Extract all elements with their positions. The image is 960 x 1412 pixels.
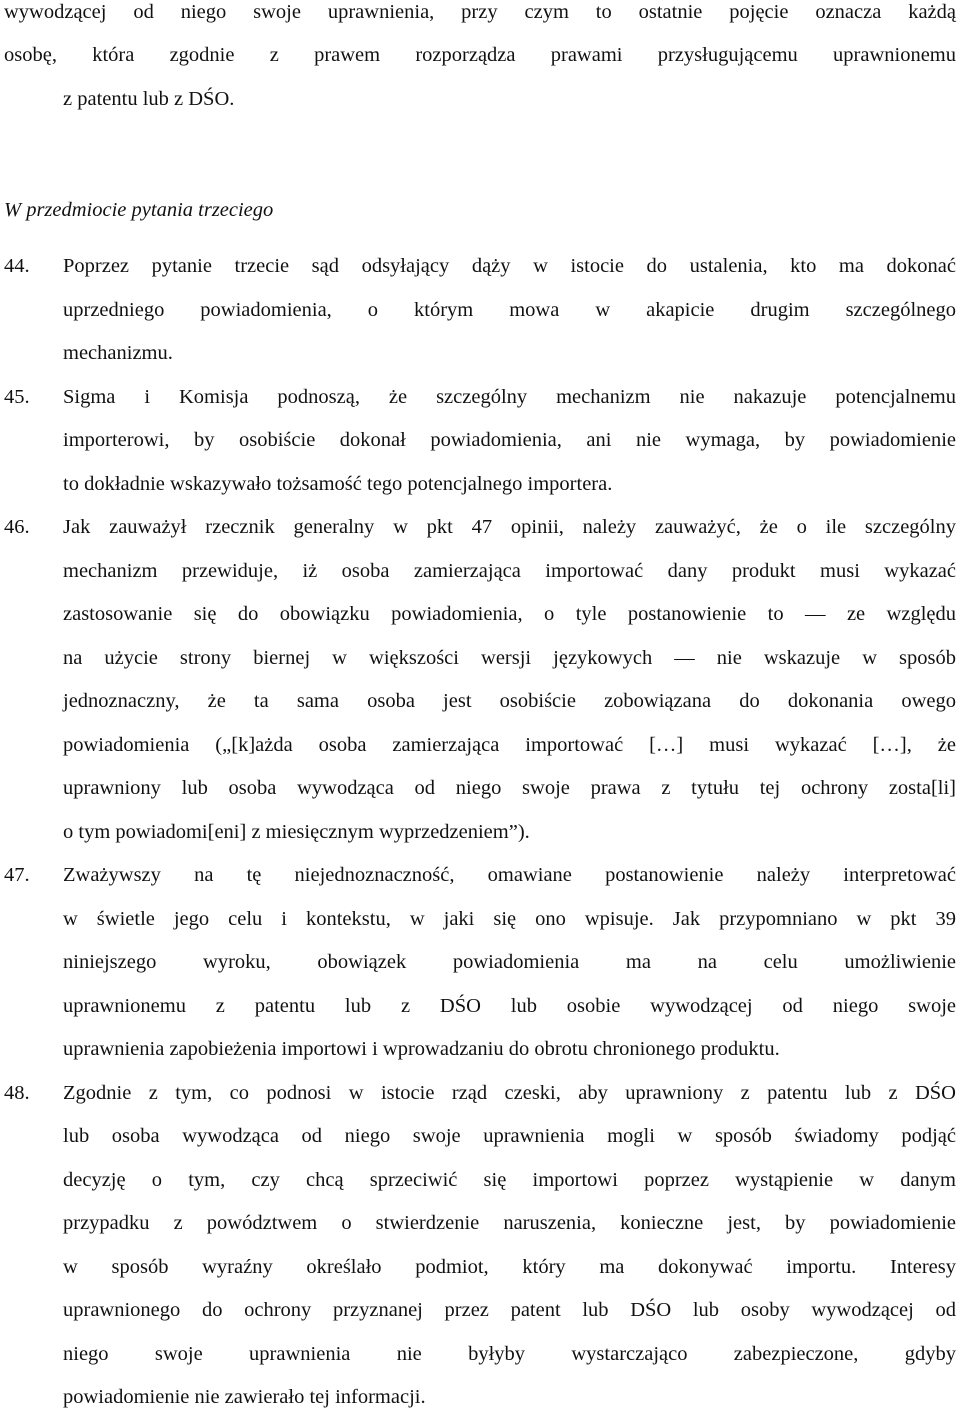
paragraph-47-line-1: Zważywszy na tę niejednoznaczność, omawiane postanowienie należy interpretować <box>63 864 956 886</box>
paragraph-45-line-2: importerowi, by osobiście dokonał powiadomienia, ani nie wymaga, by powiadomienie <box>63 429 956 451</box>
paragraph-46-line-7: uprawniony lub osoba wywodząca od niego swoje prawa z tytułu tej ochrony zosta[li] <box>63 777 956 799</box>
paragraph-46-line-3: zastosowanie się do obowiązku powiadomienia, o tyle postanowienie to — ze względu <box>63 603 956 625</box>
paragraph-46-line-2: mechanizm przewiduje, iż osoba zamierzająca importować dany produkt musi wykazać <box>63 560 956 582</box>
paragraph-44-line-1: Poprzez pytanie trzecie sąd odsyłający dąży w istocie do ustalenia, kto ma dokonać <box>63 255 956 277</box>
paragraph-47-line-2: w świetle jego celu i kontekstu, w jaki się ono wpisuje. Jak przypomniano w pkt 39 <box>63 908 956 930</box>
paragraph-48-line-6: uprawnionego do ochrony przyznanej przez patent lub DŚO lub osoby wywodzącej od <box>63 1299 956 1321</box>
paragraph-44-line-2: uprzedniego powiadomienia, o którym mowa w akapicie drugim szczególnego <box>63 299 956 321</box>
intro-line-2: osobę, która zgodnie z prawem rozporządza prawami przysługującemu uprawnionemu <box>4 44 956 66</box>
paragraph-46-line-8: o tym powiadomi[eni] z miesięcznym wyprzedzeniem”). <box>63 821 530 843</box>
paragraph-44-line-3: mechanizmu. <box>63 342 173 364</box>
paragraph-48-line-3: decyzję o tym, czy chcą sprzeciwić się importowi poprzez wystąpienie w danym <box>63 1169 956 1191</box>
paragraph-number-45: 45. <box>4 386 30 408</box>
paragraph-45-line-1: Sigma i Komisja podnoszą, że szczególny mechanizm nie nakazuje potencjalnemu <box>63 386 956 408</box>
paragraph-46-line-1: Jak zauważył rzecznik generalny w pkt 47 opinii, należy zauważyć, że o ile szczególny <box>63 516 956 538</box>
paragraph-number-44: 44. <box>4 255 30 277</box>
paragraph-47-line-3: niniejszego wyroku, obowiązek powiadomienia ma na celu umożliwienie <box>63 951 956 973</box>
paragraph-48-line-4: przypadku z powództwem o stwierdzenie naruszenia, konieczne jest, by powiadomienie <box>63 1212 956 1234</box>
paragraph-46-line-4: na użycie strony biernej w większości wersji językowych — nie wskazuje w sposób <box>63 647 956 669</box>
paragraph-48-line-7: niego swoje uprawnienia nie byłyby wystarczająco zabezpieczone, gdyby <box>63 1343 956 1365</box>
paragraph-46-line-6: powiadomienia („[k]ażda osoba zamierzająca importować […] musi wykazać […], że <box>63 734 956 756</box>
paragraph-45-line-3: to dokładnie wskazywało tożsamość tego potencjalnego importera. <box>63 473 613 495</box>
section-heading: W przedmiocie pytania trzeciego <box>4 199 274 221</box>
intro-line-1: wywodzącej od niego swoje uprawnienia, przy czym to ostatnie pojęcie oznacza każdą <box>4 1 956 23</box>
paragraph-48-line-1: Zgodnie z tym, co podnosi w istocie rząd czeski, aby uprawniony z patentu lub z DŚO <box>63 1082 956 1104</box>
paragraph-number-46: 46. <box>4 516 30 538</box>
paragraph-number-48: 48. <box>4 1082 30 1104</box>
paragraph-47-line-5: uprawnienia zapobieżenia importowi i wprowadzaniu do obrotu chronionego produktu. <box>63 1038 780 1060</box>
paragraph-46-line-5: jednoznaczny, że ta sama osoba jest osobiście zobowiązana do dokonania owego <box>63 690 956 712</box>
paragraph-48-line-8: powiadomienie nie zawierało tej informacji. <box>63 1386 426 1408</box>
paragraph-48-line-2: lub osoba wywodząca od niego swoje uprawnienia mogli w sposób świadomy podjąć <box>63 1125 956 1147</box>
intro-line-3: z patentu lub z DŚO. <box>63 88 235 110</box>
paragraph-number-47: 47. <box>4 864 30 886</box>
paragraph-47-line-4: uprawnionemu z patentu lub z DŚO lub osobie wywodzącej od niego swoje <box>63 995 956 1017</box>
paragraph-48-line-5: w sposób wyraźny określało podmiot, który ma dokonywać importu. Interesy <box>63 1256 956 1278</box>
